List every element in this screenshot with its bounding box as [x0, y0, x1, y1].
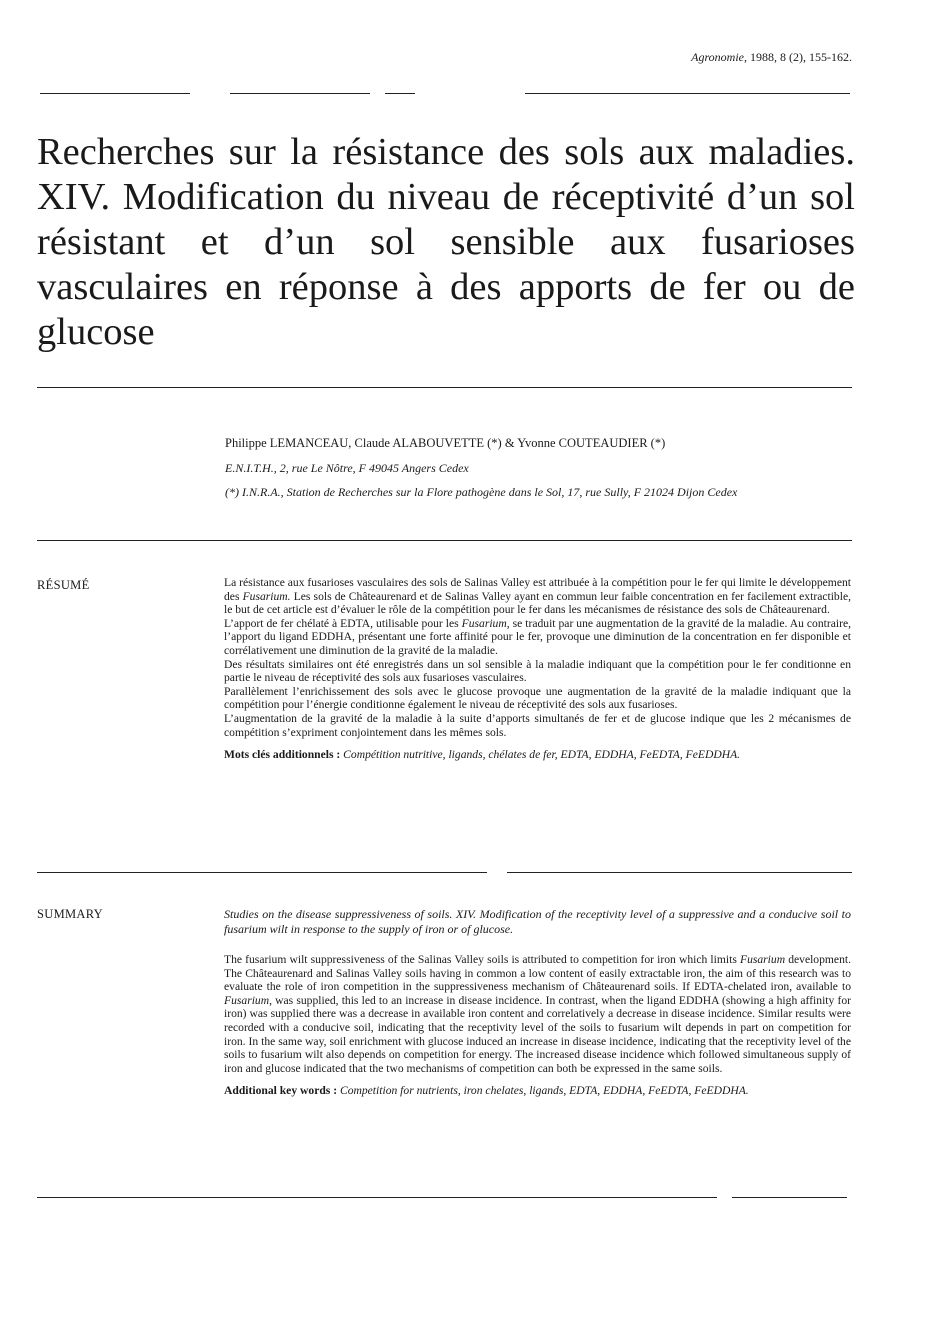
summary-paragraph: The fusarium wilt suppressiveness of the Salinas Valley soils is attributed to competition for iron which limits Fusarium development. The Châteaurenard and Salinas Valley soils having in common a low content of easily extractable iron, the aim of this research was to evaluate the role of iron competition in the suppressiveness mechanism of Châteaurenard soils. If EDTA-chelated iron, available to Fusarium, was supplied, this led to an increase in disease incidence. In contrast, when the ligand EDDHA (showing a high affinity for iron) was supplied there was a decrease in available iron content and correlatively a decrease in disease incidence. Similar results were recorded with a conducive soil, indicating that the receptivity level of the soils to fusarium wilt depends in part on competition for iron. In the same way, soil enrichment with glucose induced an increase in disease incidence, indicating that the receptivity level of the soils to fusarium wilt also depends on competition for energy. The increased disease incidence which followed simultaneous supply of iron and glucose indicated that the two mechanisms of competition can both be expressed in the same soils. — [224, 953, 851, 1075]
resume-paragraph: L’augmentation de la gravité de la maladie à la suite d’apports simultanés de fer et de glucose indique que les 2 mécanismes de compétition s’expriment conjointement dans les mêmes sols. — [224, 711, 851, 739]
summary-label: SUMMARY — [37, 907, 104, 921]
resume-abstract — [224, 576, 851, 762]
resume-paragraph: La résistance aux fusarioses vasculaires des sols de Salinas Valley est attribuée à la compétition pour le fer qui limite le développement des Fusarium. Les sols de Châteaurenard et de Salinas Valley ayant en commun leur faible concentration en fer facilement extractible, le but de cet article est d’évaluer le rôle de la compétition pour le fer dans les mécanismes de résistance des sols de Châteaurenard. — [224, 576, 851, 617]
footer-rule-segment — [732, 1197, 847, 1198]
resume-rule-left — [37, 872, 487, 873]
resume-label: RÉSUMÉ — [37, 578, 90, 592]
title-rule — [37, 387, 852, 388]
journal-citation — [691, 50, 852, 65]
header-rule-segment — [230, 93, 370, 94]
summary-abstract — [224, 953, 851, 1098]
journal-name: Agronomie, — [691, 50, 747, 64]
authors: Philippe LEMANCEAU, Claude ALABOUVETTE (*) & Yvonne COUTEAUDIER (*) — [225, 436, 666, 450]
resume-paragraph: Des résultats similaires ont été enregistrés dans un sol sensible à la maladie indiquant que la compétition pour le fer conditionne en partie le niveau de réceptivité des sols aux fusarioses vasculaires. — [224, 657, 851, 685]
resume-paragraph: Parallèlement l’enrichissement des sols avec le glucose provoque une augmentation de la gravité de la maladie indiquant que la compétition pour l’énergie conditionne également le niveau de réceptivité des sols aux fusarioses. — [224, 684, 851, 712]
footer-rule-segment — [37, 1197, 717, 1198]
header-rule-segment — [525, 93, 850, 94]
authors-rule — [37, 540, 852, 541]
summary-keywords: Additional key words : Competition for nutrients, iron chelates, ligands, EDTA, EDDHA, FeEDTA, FeEDDHA. — [224, 1084, 749, 1098]
resume-paragraph: L’apport de fer chélaté à EDTA, utilisable pour les Fusarium, se traduit par une augmentation de la gravité de la maladie. Au contraire, l’apport du ligand EDDHA, présentant une forte affinité pour le fer, provoque une diminution de la concentration en fer disponible et corrélativement une diminution de la gravité de la maladie. — [224, 616, 852, 657]
summary-title: Studies on the disease suppressiveness of soils. XIV. Modification of the receptivity level of a suppressive and a conducive soil to fusarium wilt in response to the supply of iron or of glucose. — [224, 907, 851, 936]
affiliation-2: (*) I.N.R.A., Station de Recherches sur la Flore pathogène dans le Sol, 17, rue Sully, F 21024 Dijon Cedex — [225, 485, 738, 499]
article-title: Recherches sur la résistance des sols aux maladies. XIV. Modification du niveau de réceptivité d’un sol résistant et d’un sol sensible aux fusarioses vasculaires en réponse à des apports de fer ou de glucose — [37, 131, 855, 353]
resume-keywords: Mots clés additionnels : Compétition nutritive, ligands, chélates de fer, EDTA, EDDHA, FeEDTA, FeEDDHA. — [224, 748, 741, 762]
header-rule-segment — [40, 93, 190, 94]
affiliation-1: E.N.I.T.H., 2, rue Le Nôtre, F 49045 Angers Cedex — [225, 461, 469, 475]
header-rule-segment — [385, 93, 415, 94]
journal-reference: 1988, 8 (2), 155-162. — [747, 50, 852, 64]
resume-rule-right — [507, 872, 852, 873]
